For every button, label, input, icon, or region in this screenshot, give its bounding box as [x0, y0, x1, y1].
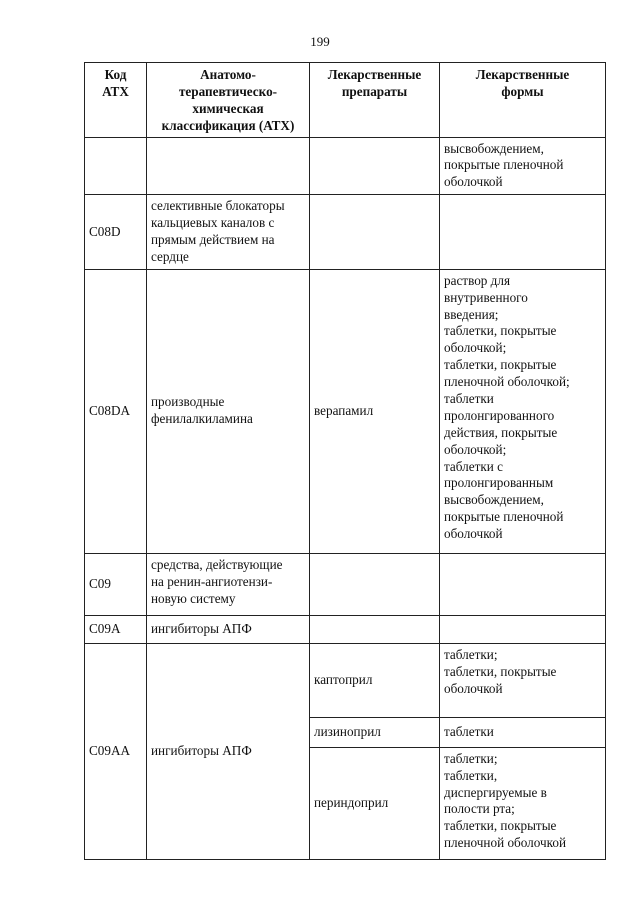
- forms-cell: таблетки; таблетки, покрытые оболочкой: [440, 643, 606, 717]
- table-row: [85, 195, 606, 270]
- classification-cell: средства, действующие на ренин-ангиотензи- новую систему: [147, 553, 310, 615]
- drug-cell: [310, 615, 440, 643]
- forms-cell: [440, 615, 606, 643]
- table-row: [85, 269, 606, 553]
- table-row: [85, 137, 606, 195]
- code-cell: C09AA: [85, 643, 147, 859]
- page-number: 199: [310, 34, 330, 49]
- classification-cell: ингибиторы АПФ: [147, 615, 310, 643]
- forms-cell: [440, 553, 606, 615]
- atc-table: [84, 62, 606, 860]
- table-row: [85, 553, 606, 615]
- code-cell: C08DA: [85, 269, 147, 553]
- table-row: [85, 615, 606, 643]
- forms-cell: таблетки: [440, 717, 606, 747]
- header-classification: Анатомо- терапевтическо- химическая классификация (АТХ): [147, 63, 310, 138]
- drug-cell: [310, 137, 440, 195]
- forms-cell: высвобождением, покрытые пленочной оболочкой: [440, 137, 606, 195]
- classification-cell: производные фенилалкиламина: [147, 269, 310, 553]
- drug-cell: [310, 195, 440, 270]
- forms-cell: раствор для внутривенного введения; таблетки, покрытые оболочкой; таблетки, покрытые пленочной оболочкой; таблетки пролонгированного действия, покрытые оболочкой; таблетки с пролонгированным высвобождением, покрытые пленочной оболочкой: [440, 269, 606, 553]
- drug-cell: [310, 553, 440, 615]
- classification-cell: [147, 137, 310, 195]
- header-forms: Лекарственные формы: [440, 63, 606, 138]
- header-code: Код АТХ: [85, 63, 147, 138]
- table-header-row: [85, 63, 606, 138]
- code-cell: C09: [85, 553, 147, 615]
- code-cell: [85, 137, 147, 195]
- forms-cell: [440, 195, 606, 270]
- drug-cell: лизиноприл: [310, 717, 440, 747]
- drug-cell: каптоприл: [310, 643, 440, 717]
- forms-cell: таблетки; таблетки, диспергируемые в полости рта; таблетки, покрытые пленочной оболочкой: [440, 747, 606, 859]
- code-cell: C09A: [85, 615, 147, 643]
- classification-cell: ингибиторы АПФ: [147, 643, 310, 859]
- table-row: [85, 643, 606, 717]
- classification-cell: селективные блокаторы кальциевых каналов с прямым действием на сердце: [147, 195, 310, 270]
- drug-cell: периндоприл: [310, 747, 440, 859]
- code-cell: C08D: [85, 195, 147, 270]
- drug-cell: верапамил: [310, 269, 440, 553]
- header-drugs: Лекарственные препараты: [310, 63, 440, 138]
